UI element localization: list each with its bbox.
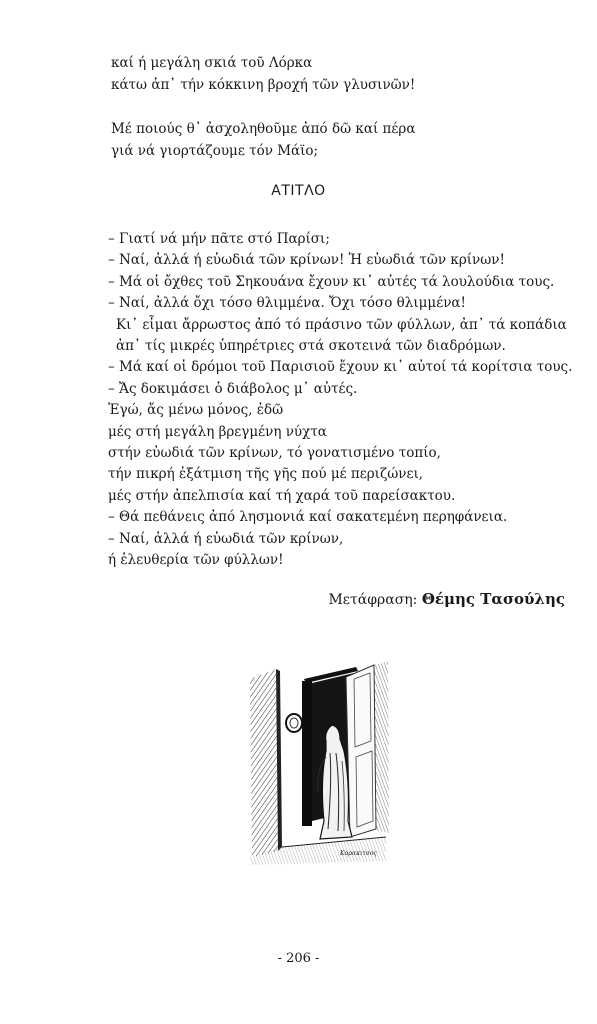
poem-line: ή ἐλευθερία τῶν φύλλων!: [108, 552, 284, 569]
poem-line: – Ναί, ἀλλά ή εὐωδιά τῶν κρίνων,: [108, 530, 344, 547]
poem-line: μές στήν ἀπελπισία καί τή χαρά τοῦ παρείσακτου.: [108, 487, 456, 504]
stanza-line: γιά νά γιορτάζουμε τόν Μάϊο;: [111, 142, 319, 159]
poem-line: – Θά πεθάνεις ἀπό λησμονιά καί σακατεμένη περηφάνεια.: [108, 509, 508, 526]
stanza-line: καί ή μεγάλη σκιά τοῦ Λόρκα: [111, 55, 313, 71]
poem-line: – Ναί, ἀλλά ή εὐωδιά τῶν κρίνων! Ἡ εὐωδιά τῶν κρίνων!: [108, 252, 505, 269]
illustration-signature: Καρακιτσος: [340, 850, 377, 857]
translator-credit: [328, 590, 565, 608]
poem-line: τήν πικρή ἐξάτμιση τῆς γῆς πού μέ περιζώνει,: [108, 466, 424, 483]
poem-line: – Μά καί οἱ δρόμοι τοῦ Παρισιοῦ ἔχουν κι᾿ αὐτοί τά κορίτσια τους.: [108, 359, 573, 376]
poem-line: στήν εὐωδιά τῶν κρίνων, τό γονατισμένο τοπίο,: [108, 445, 441, 462]
poem-line: ἀπ᾿ τίς μικρές ὑπηρέτριες στά σκοτεινά τῶν διαδρόμων.: [116, 338, 506, 355]
poem-line: – Ἄς δοκιμάσει ὁ διάβολος μ᾿ αὐτές.: [108, 380, 358, 397]
poem-line: Κι᾿ εἶμαι ἄρρωστος ἀπό τό πράσινο τῶν φύλλων, ἀπ᾿ τά κοπάδια: [116, 316, 567, 333]
poem-body: [108, 229, 572, 572]
poem-line: – Γιατί νά μήν πᾶτε στό Παρίσι;: [108, 231, 330, 247]
poem-line: Ἐγώ, ἄς μένω μόνος, ἐδῶ: [108, 402, 284, 419]
illustration: [246, 661, 391, 866]
poem-line: – Μά οἱ ὄχθες τοῦ Σηκουάνα ἔχουν κι᾿ αὐτές τά λουλούδια τους.: [108, 273, 555, 290]
stanza-line: κάτω ἀπ᾿ τήν κόκκινη βροχή τῶν γλυσινῶν!: [111, 76, 416, 93]
stanza-2: [111, 119, 415, 162]
poem-title: ΑΤΙΤΛΟ: [271, 183, 326, 199]
stanza-1: [111, 53, 415, 96]
sketch-figure-in-doorway-icon: [246, 661, 391, 866]
poem-line: – Ναί, ἀλλά ὄχι τόσο θλιμμένα. Ὄχι τόσο θλιμμένα!: [108, 295, 466, 312]
page-number: - 206 -: [277, 951, 320, 966]
translator-label: Μετάφραση:: [328, 592, 418, 608]
poem-line: μές στή μεγάλη βρεγμένη νύχτα: [108, 423, 327, 440]
stanza-line: Μέ ποιούς θ᾿ ἀσχοληθοῦμε ἀπό δῶ καί πέρα: [111, 121, 416, 137]
translator-name: Θέμης Τασούλης: [421, 590, 565, 608]
